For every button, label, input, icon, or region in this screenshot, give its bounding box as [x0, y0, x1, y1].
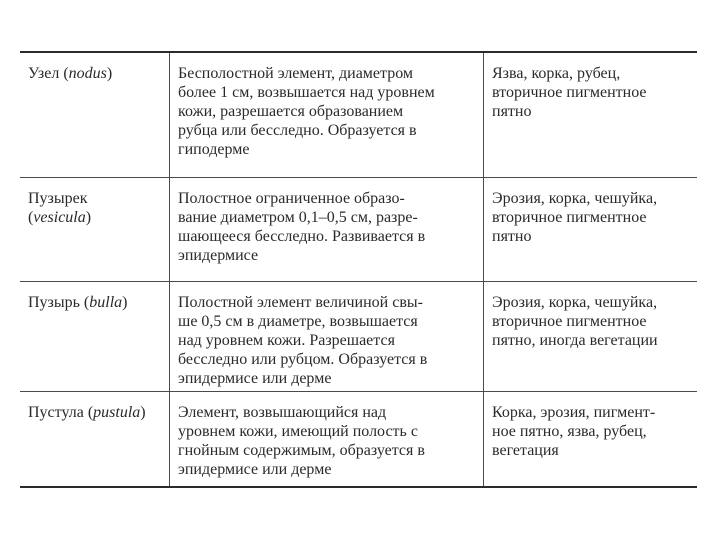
description-line: кожи, разрешается образованием — [178, 103, 404, 120]
outcome-line: Эрозия, корка, чешуйка, — [492, 190, 658, 207]
element-name: Пустула (pustula) — [28, 404, 146, 421]
description-cell — [170, 53, 484, 177]
outcome-line: пятно, иногда вегетации — [492, 332, 658, 349]
description-line: над уровнем кожи. Разрешается — [178, 332, 395, 349]
description-line: Полостное ограниченное образо- — [178, 190, 405, 207]
element-name-cell — [20, 282, 170, 391]
description-line: уровнем кожи, имеющий полость с — [178, 423, 418, 440]
description-line: более 1 см, возвышается над уровнем — [178, 84, 435, 101]
description-line: рубца или бесследно. Образуется в — [178, 122, 417, 139]
table-row — [20, 282, 697, 392]
description-cell — [170, 282, 484, 391]
description-line: Элемент, возвышающийся над — [178, 404, 387, 421]
table-row — [20, 392, 697, 486]
outcome-line: ное пятно, язва, рубец, — [492, 423, 647, 440]
description-line: Бесполостной элемент, диаметром — [178, 65, 414, 82]
outcome-cell — [484, 282, 697, 391]
outcome-cell — [484, 178, 697, 281]
outcome-line: пятно — [492, 228, 532, 245]
description-line: вание диаметром 0,1–0,5 см, разре- — [178, 209, 418, 226]
description-line: шающееся бесследно. Развивается в — [178, 228, 426, 245]
outcome-line: вторичное пигментное — [492, 209, 647, 226]
table-row — [20, 178, 697, 282]
description-line: бесследно или рубцом. Образуется в — [178, 351, 428, 368]
outcome-line: вторичное пигментное — [492, 313, 647, 330]
table-row — [20, 53, 697, 178]
description-cell — [170, 392, 484, 486]
element-name: Узел (nodus) — [28, 65, 113, 82]
outcome-line: пятно — [492, 103, 532, 120]
outcome-line: Эрозия, корка, чешуйка, — [492, 294, 658, 311]
element-name: Пузырь (bulla) — [28, 294, 128, 311]
description-line: гиподерме — [178, 141, 250, 158]
element-name-cell — [20, 178, 170, 281]
element-name-cell — [20, 53, 170, 177]
outcome-line: вторичное пигментное — [492, 84, 647, 101]
lesion-table — [20, 51, 697, 488]
element-name: Пузырек — [28, 190, 88, 207]
element-latin-name: (vesicula) — [28, 209, 92, 226]
description-line: эпидермисе — [178, 247, 259, 264]
element-name-cell — [20, 392, 170, 486]
outcome-line: Язва, корка, рубец, — [492, 65, 621, 82]
description-line: ше 0,5 см в диаметре, возвышается — [178, 313, 418, 330]
description-line: гнойным содержимым, образуется в — [178, 442, 425, 459]
outcome-cell — [484, 53, 697, 177]
description-line: Полостной элемент величиной свы- — [178, 294, 423, 311]
outcome-line: Корка, эрозия, пигмент- — [492, 404, 656, 421]
description-line: эпидермисе или дерме — [178, 370, 332, 387]
description-line: эпидермисе или дерме — [178, 461, 332, 478]
outcome-cell — [484, 392, 697, 486]
outcome-line: вегетация — [492, 442, 559, 459]
description-cell — [170, 178, 484, 281]
